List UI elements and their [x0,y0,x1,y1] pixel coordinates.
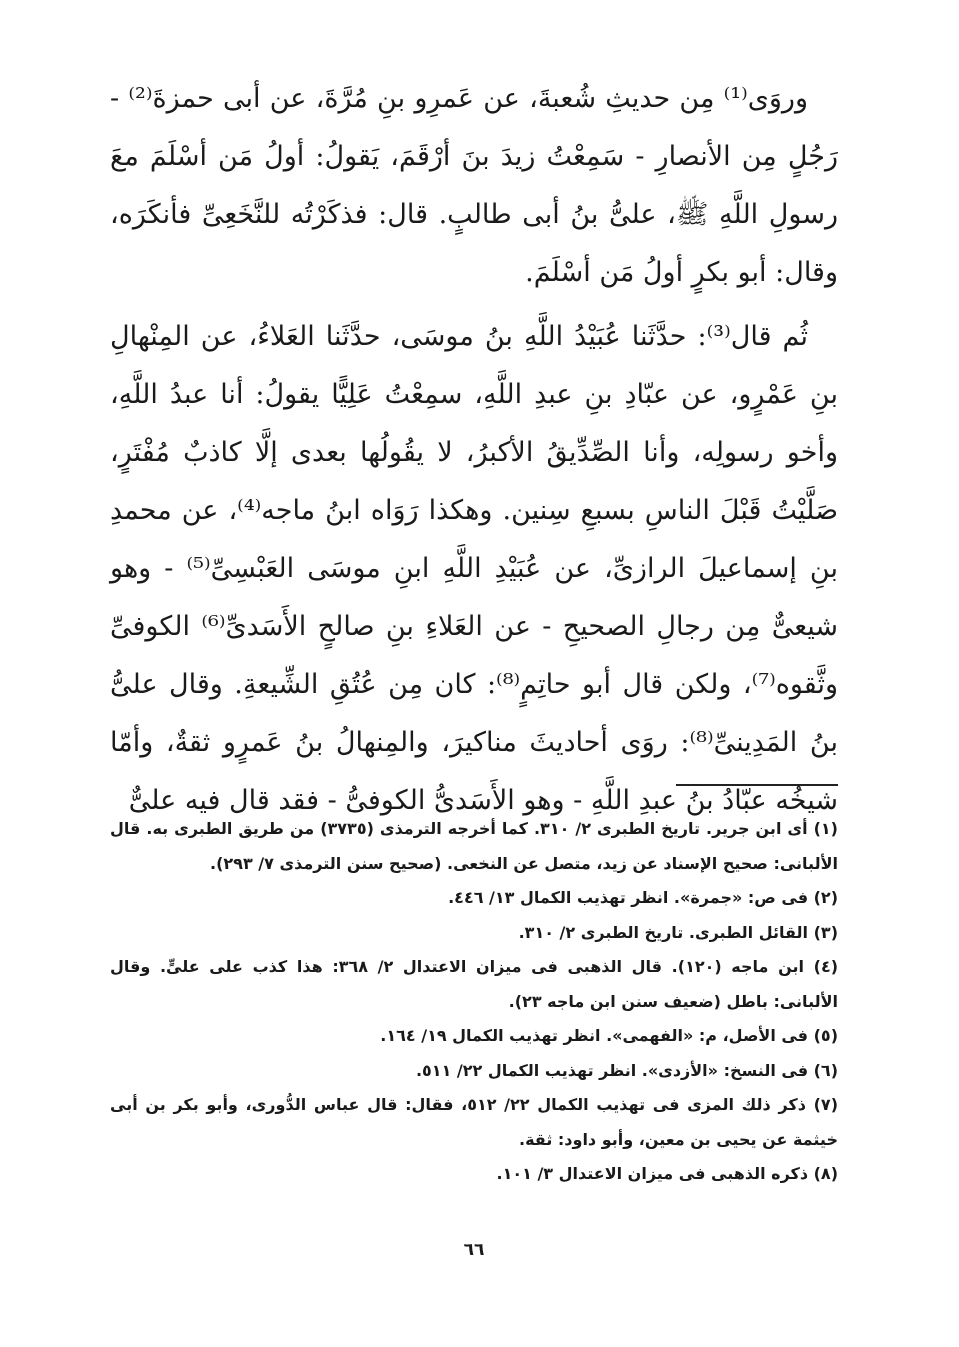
footnote-5: (٥) فى الأصل، م: «الفهمى». انظر تهذيب الكمال ١٩/ ١٦٤. [380,1026,838,1045]
paragraph-1: وروَى⁽¹⁾ مِن حديثِ شُعبةَ، عن عَمرِو بنِ مُرَّةَ، عن أبى حمزةَ⁽²⁾ - رَجُلٍ مِن الأنصارِ - سَمِعْتُ زيدَ بنَ أرْقَمَ، يَقولُ: أولُ مَن أسْلَمَ معَ رسولِ اللَّهِ ﷺ، علىُّ بنُ أبى طالبٍ. قال: فذكَرْتُه للنَّخَعِىِّ فأنكَرَه، وقال: أبو بكرٍ أولُ مَن أسْلَمَ. [110,83,838,288]
footnote-divider [676,784,838,786]
footnote-7: (٧) ذكر ذلك المزى فى تهذيب الكمال ٢٢/ ٥١٢، فقال: قال عباس الدُّورى، وأبو بكر بن أبى خيثمة عن يحيى بن معين، وأبو داود: ثقة. [110,1095,838,1149]
book-page [110,70,838,1300]
footnotes [110,812,838,1192]
footnote-1: (١) أى ابن جرير. تاريخ الطبرى ٢/ ٣١٠. كما أخرجه الترمذى (٣٧٣٥) من طريق الطبرى به. قال الألبانى: صحيح الإسناد عن زيد، متصل عن النخعى. (صحيح سنن الترمذى ٧/ ٢٩٣). [110,819,838,873]
page-number: ٦٦ [463,1240,485,1260]
main-text [110,70,838,830]
footnote-6: (٦) فى النسخ: «الأزدى». انظر تهذيب الكمال ٢٢/ ٥١١. [415,1060,838,1080]
footnote-4: (٤) ابن ماجه (١٢٠). قال الذهبى فى ميزان الاعتدال ٢/ ٣٦٨: هذا كذب على علىٍّ. وقال الألبانى: باطل (ضعيف سنن ابن ماجه ٢٣). [110,957,839,1011]
paragraph-2: ثُم قال⁽³⁾: حدَّثَنا عُبَيْدُ اللَّهِ بنُ موسَى، حدَّثَنا العَلاءُ، عن المِنْهالِ بنِ عَمْرٍو، عن عبّادِ بنِ عبدِ اللَّهِ، سمِعْتُ عَلِيًّا يقولُ: أنا عبدُ اللَّهِ، وأخو رسولِه، وأنا الصِّدِّيقُ الأكبرُ، لا يقُولُها بعدى إلَّا كاذبٌ مُفْتَرٍ، صَلَّيْتُ قَبْلَ الناسِ بسبعِ سِنين. وهكذا رَوَاه ابنُ ماجه⁽⁴⁾، عن محمدِ بنِ إسماعيلَ الرازىِّ، عن عُبَيْدِ اللَّهِ ابنِ موسَى العَبْسِىِّ⁽⁵⁾ - وهو شيعىٌّ مِن رجالِ الصحيحِ - عن العَلاءِ بنِ صالحٍ الأَسَدىِّ⁽⁶⁾ الكوفىِّ وثَّقوه⁽⁷⁾، ولكن قال أبو حاتِمٍ⁽⁸⁾: كان مِن عُتُقِ الشِّيعةِ. وقال علىُّ بنُ المَدِينىِّ⁽⁸⁾: روَى أحاديثَ مناكيرَ، والمِنهالُ بنُ عَمرٍو ثقةٌ، وأمّا شيخُه عبّادُ بنُ عبدِ اللَّهِ - وهو الأَسَدىُّ الكوفىُّ - فقد قال فيه علىٌّ [110,321,839,816]
footnote-2: (٢) فى ص: «جمرة». انظر تهذيب الكمال ١٣/ ٤٤٦. [448,888,838,907]
footnote-8: (٨) ذكره الذهبى فى ميزان الاعتدال ٣/ ١٠١. [496,1164,838,1183]
footnote-3: (٣) القائل الطبرى. تاريخ الطبرى ٢/ ٣١٠. [518,922,838,942]
